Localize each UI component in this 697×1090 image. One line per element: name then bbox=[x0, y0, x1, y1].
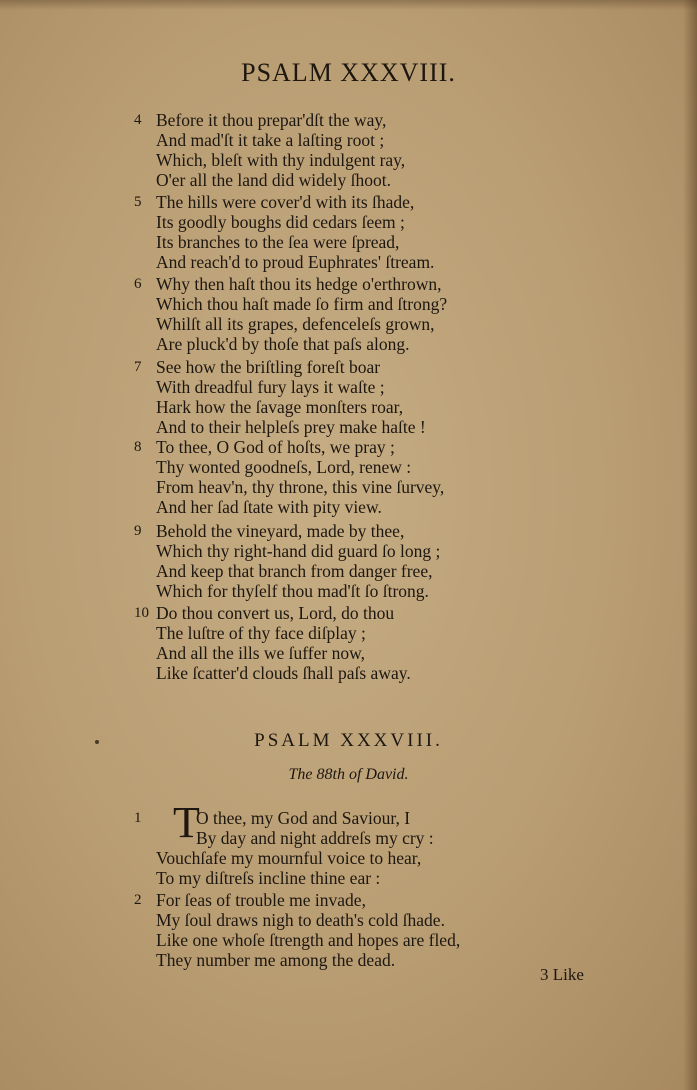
verse-line: The hills were cover'd with its ſhade, bbox=[156, 192, 415, 212]
verse-2 bbox=[136, 890, 556, 970]
verse-line: Behold the vineyard, made by thee, bbox=[156, 521, 405, 541]
verse-number: 1 bbox=[134, 810, 142, 826]
verse-line: Which, bleſt with thy indulgent ray, bbox=[156, 150, 406, 170]
verse-line: To my diſtreſs incline thine ear : bbox=[156, 868, 381, 888]
verse-number: 10 bbox=[134, 605, 149, 621]
verse-line: From heav'n, thy throne, this vine ſurvey, bbox=[156, 477, 445, 497]
ink-speck bbox=[95, 740, 99, 744]
verse-line: Thy wonted goodneſs, Lord, renew : bbox=[156, 457, 412, 477]
verse-4 bbox=[136, 110, 556, 190]
verse-line: And mad'ſt it take a laſting root ; bbox=[156, 130, 385, 150]
verse-line: Which thou haſt made ſo firm and ſtrong? bbox=[156, 294, 448, 314]
verse-line: My ſoul draws nigh to death's cold ſhade. bbox=[156, 910, 445, 930]
verse-line: And reach'd to proud Euphrates' ſtream. bbox=[156, 252, 435, 272]
verse-line: Like one whoſe ſtrength and hopes are fled, bbox=[156, 930, 461, 950]
verse-line: Whilſt all its grapes, defenceleſs grown, bbox=[156, 314, 435, 334]
verse-number: 2 bbox=[134, 892, 142, 908]
psalm-subtitle: The 88th of David. bbox=[288, 766, 409, 783]
verse-line: O thee, my God and Saviour, I bbox=[196, 808, 411, 828]
verse-line: Before it thou prepar'dſt the way, bbox=[156, 110, 387, 130]
verse-number: 7 bbox=[134, 359, 142, 375]
verse-line: For ſeas of trouble me invade, bbox=[156, 890, 366, 910]
verse-8 bbox=[136, 437, 556, 517]
verse-line: Which thy right-hand did guard ſo long ; bbox=[156, 541, 441, 561]
verse-line: Its goodly boughs did cedars ſeem ; bbox=[156, 212, 405, 232]
verse-line: By day and night addreſs my cry : bbox=[196, 828, 434, 848]
catchword: 3 Like bbox=[540, 965, 584, 984]
verse-line: And her ſad ſtate with pity view. bbox=[156, 497, 382, 517]
verse-number: 4 bbox=[134, 112, 142, 128]
verse-line: Which for thyſelf thou mad'ſt ſo ſtrong. bbox=[156, 581, 429, 601]
verse-line: And keep that branch from danger free, bbox=[156, 561, 433, 581]
page-right-shadow bbox=[683, 0, 697, 1090]
verse-line: To thee, O God of hoſts, we pray ; bbox=[156, 437, 395, 457]
verse-line: Vouchſafe my mournful voice to hear, bbox=[156, 848, 422, 868]
verse-9 bbox=[136, 521, 556, 601]
verse-line: Are pluck'd by thoſe that paſs along. bbox=[156, 334, 410, 354]
verse-line: And all the ills we ſuffer now, bbox=[156, 643, 365, 663]
running-head: PSALM XXXVIII. bbox=[241, 58, 456, 87]
verse-number: 8 bbox=[134, 439, 142, 455]
verse-line: Do thou convert us, Lord, do thou bbox=[156, 603, 395, 623]
drop-cap: T bbox=[173, 798, 200, 847]
verse-number: 5 bbox=[134, 194, 142, 210]
page-top-shadow bbox=[0, 0, 697, 10]
verse-6 bbox=[136, 274, 556, 354]
verse-line: And to their helpleſs prey make haſte ! bbox=[156, 417, 426, 437]
verse-7 bbox=[136, 357, 556, 437]
verse-number: 9 bbox=[134, 523, 142, 539]
psalm-heading: PSALM XXXVIII. bbox=[254, 730, 443, 751]
verse-line: O'er all the land did widely ſhoot. bbox=[156, 170, 391, 190]
verse-line: See how the briſtling foreſt boar bbox=[156, 357, 381, 377]
verse-line: The luſtre of thy face diſplay ; bbox=[156, 623, 366, 643]
verse-5 bbox=[136, 192, 556, 272]
verse-line: They number me among the dead. bbox=[156, 950, 396, 970]
verse-line: Why then haſt thou its hedge o'erthrown, bbox=[156, 274, 442, 294]
verse-line: With dreadful fury lays it waſte ; bbox=[156, 377, 385, 397]
verse-number: 6 bbox=[134, 276, 142, 292]
verse-line: Its branches to the ſea were ſpread, bbox=[156, 232, 400, 252]
verse-10 bbox=[136, 603, 556, 683]
verse-line: Hark how the ſavage monſters roar, bbox=[156, 397, 404, 417]
verse-line: Like ſcatter'd clouds ſhall paſs away. bbox=[156, 663, 411, 683]
